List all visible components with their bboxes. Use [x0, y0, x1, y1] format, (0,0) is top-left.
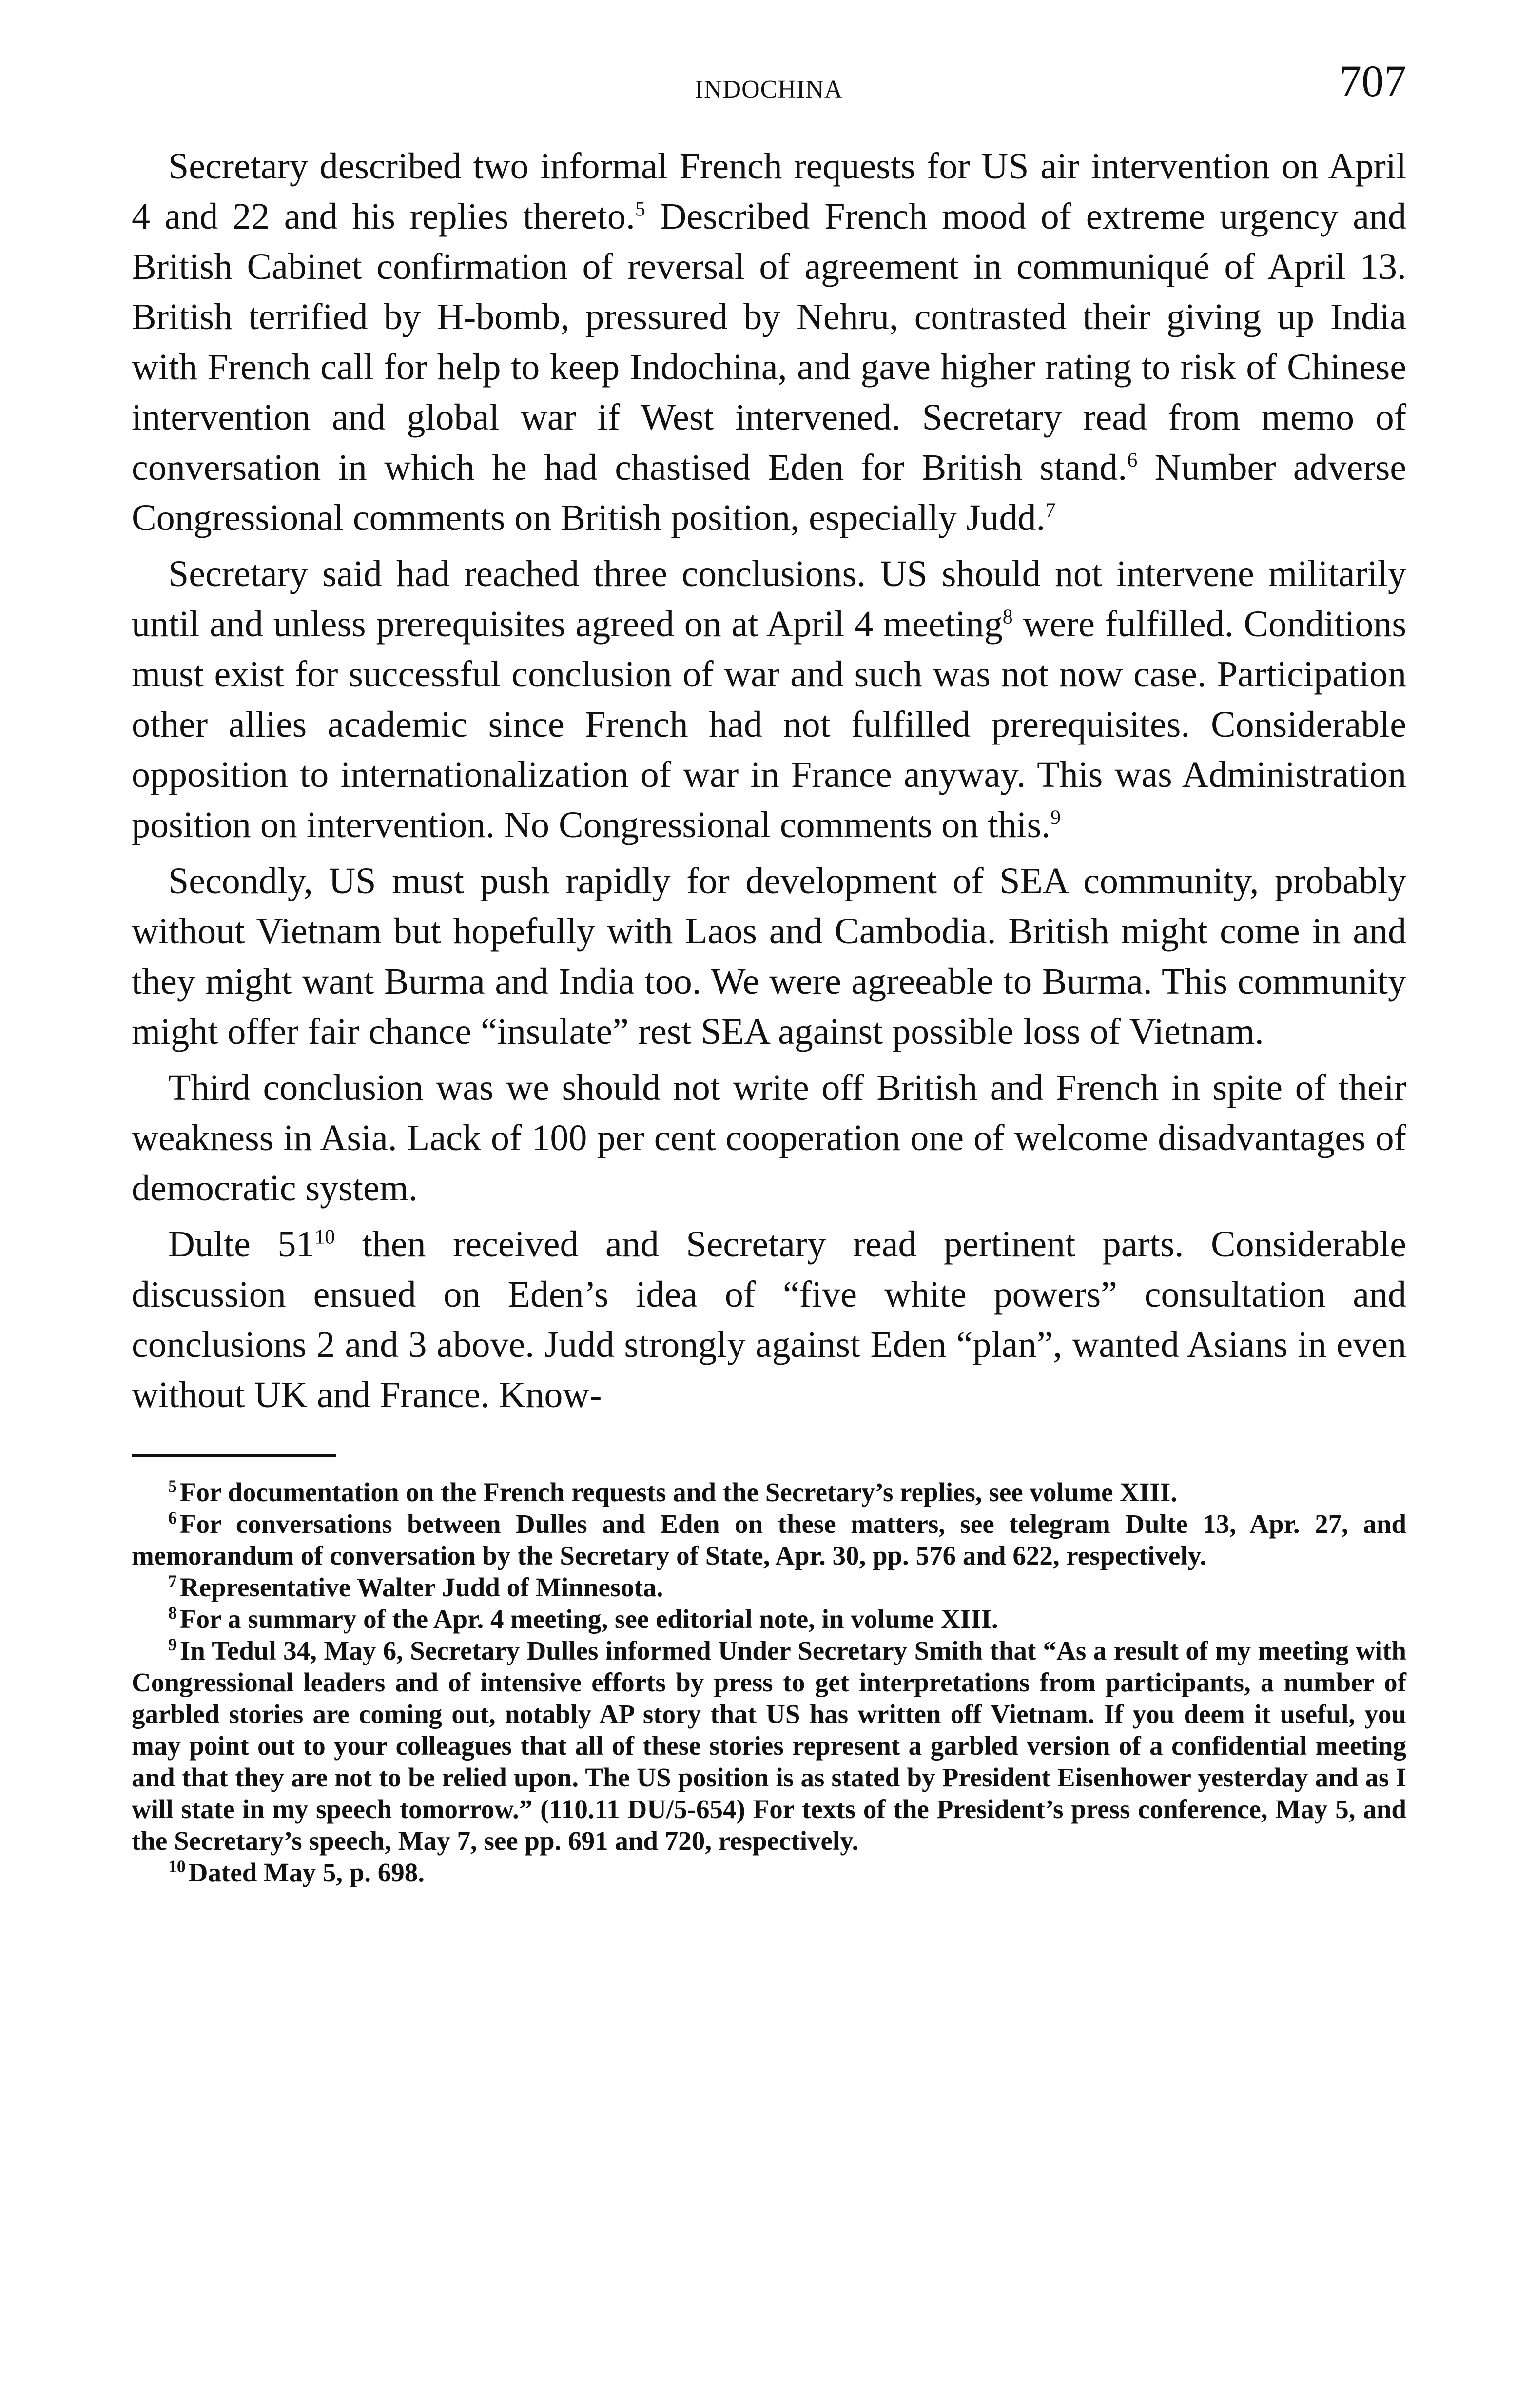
- footnote-divider: [132, 1454, 336, 1457]
- paragraph-4: [132, 1063, 1406, 1214]
- footnote-text-6: For conversations between Dulles and Eden on these matters, see telegram Dulte 13, Apr. 27, and memorandum of conversation by the Secretary of State, Apr. 30, pp. 576 and 622, respectively.: [132, 1509, 1406, 1570]
- paragraph-1-text-1: Secretary described two informal French requests for US air intervention on April 4 and 22 and his replies thereto.: [132, 146, 1406, 237]
- footnote-mark-7: 7: [168, 1571, 177, 1591]
- paragraph-2: [132, 549, 1406, 850]
- footnote-ref-9: 9: [1050, 806, 1061, 829]
- footnote-mark-8: 8: [168, 1603, 177, 1623]
- footnote-7: [132, 1571, 1406, 1603]
- document-page: [132, 56, 1407, 1888]
- footnote-text-7: Representative Walter Judd of Minnesota.: [179, 1572, 663, 1602]
- footnote-mark-9: 9: [168, 1634, 177, 1654]
- footnote-ref-6: 6: [1127, 449, 1138, 472]
- body-text: [132, 141, 1406, 1420]
- footnote-text-5: For documentation on the French requests and the Secretary’s replies, see volume XIII.: [179, 1477, 1177, 1507]
- footnote-ref-7: 7: [1045, 499, 1056, 522]
- paragraph-5: [132, 1219, 1406, 1420]
- page-header: [132, 56, 1406, 132]
- paragraph-1-text-3: Number adverse Congressional comments on British position, especially Judd.: [132, 447, 1407, 538]
- footnote-text-10: Dated May 5, p. 698.: [188, 1858, 425, 1887]
- paragraph-1: [132, 141, 1406, 543]
- running-head: INDOCHINA: [695, 76, 843, 103]
- footnote-text-8: For a summary of the Apr. 4 meeting, see editorial note, in volume XIII.: [179, 1604, 998, 1634]
- footnote-mark-6: 6: [168, 1507, 177, 1527]
- footnote-ref-5: 5: [635, 198, 645, 221]
- footnote-5: [132, 1476, 1406, 1508]
- footnote-10: [132, 1857, 1406, 1888]
- paragraph-5-text-1: Dulte 51: [168, 1224, 315, 1265]
- paragraph-5-text-2: then received and Secretary read pertinent parts. Considerable discussion ensued on Eden’s idea of “five white powers” consultation and conclusions 2 and 3 above. Judd strongly against Eden “plan”, wanted Asians in even without UK and France. Know-: [132, 1224, 1406, 1415]
- paragraph-1-text-2: Described French mood of extreme urgency and British Cabinet confirmation of reversal of agreement in communiqué of April 13. British terrified by H-bomb, pressured by Nehru, contrasted their giving up India with French call for help to keep Indochina, and gave higher rating to risk of Chinese intervention and global war if West intervened. Secretary read from memo of conversation in which he had chastised Eden for British stand.: [132, 196, 1406, 488]
- paragraph-3-text-1: Secondly, US must push rapidly for development of SEA community, probably without Vietnam but hopefully with Laos and Cambodia. British might come in and they might want Burma and India too. We were agreeable to Burma. This community might offer fair chance “insulate” rest SEA against possible loss of Vietnam.: [132, 861, 1406, 1052]
- footnote-text-9: In Tedul 34, May 6, Secretary Dulles informed Under Secretary Smith that “As a result of my meeting with Congressional leaders and of intensive efforts by press to get interpretations from participants, a number of garbled stories are coming out, notably AP story that US has written off Vietnam. If you deem it useful, you may point out to your colleagues that all of these stories represent a garbled version of a confidential meeting and that they are not to be relied upon. The US position is as stated by President Eisenhower yesterday and as I will state in my speech tomorrow.” (110.11 DU/5-654) For texts of the President’s press conference, May 5, and the Secretary’s speech, May 7, see pp. 691 and 720, respectively.: [132, 1636, 1406, 1856]
- footnote-9: [132, 1635, 1406, 1857]
- paragraph-2-text-2: were fulfilled. Conditions must exist for successful conclusion of war and such was not now case. Participation other allies academic since French had not fulfilled prerequisites. Considerable opposition to internationalization of war in France anyway. This was Administration position on intervention. No Congressional comments on this.: [132, 604, 1406, 845]
- footnote-mark-10: 10: [168, 1856, 186, 1876]
- footnote-6: [132, 1508, 1406, 1571]
- footnote-mark-5: 5: [168, 1476, 177, 1496]
- page-number: 707: [1339, 56, 1406, 106]
- paragraph-4-text-1: Third conclusion was we should not write off British and French in spite of their weakness in Asia. Lack of 100 per cent cooperation one of welcome disadvantages of democratic system.: [132, 1067, 1406, 1209]
- footnote-ref-8: 8: [1002, 606, 1013, 628]
- paragraph-3: [132, 856, 1406, 1057]
- footnotes: [132, 1476, 1406, 1888]
- footnote-ref-10: 10: [314, 1226, 335, 1249]
- paragraph-2-text-1: Secretary said had reached three conclusions. US should not intervene militarily until and unless prerequisites agreed on at April 4 meeting: [132, 553, 1406, 645]
- footnote-8: [132, 1603, 1406, 1635]
